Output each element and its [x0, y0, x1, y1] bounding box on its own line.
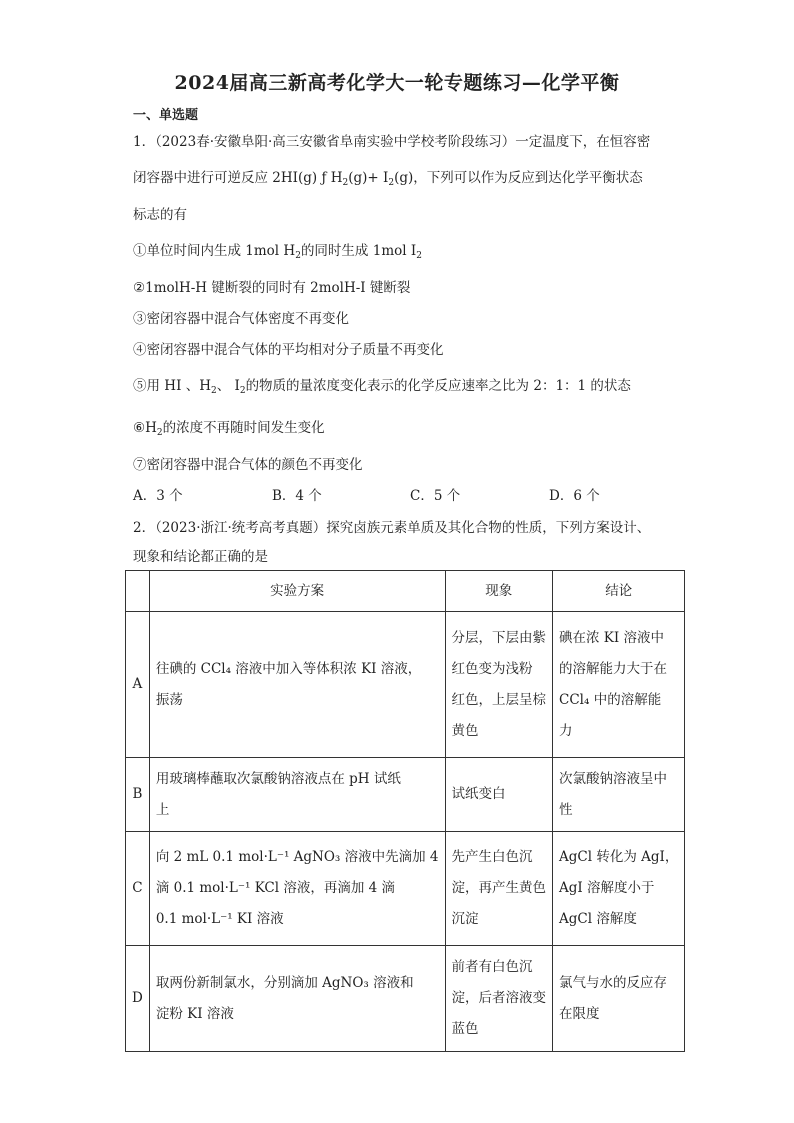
plan-cell-line: 上	[155, 801, 170, 818]
row-label: D	[126, 946, 150, 1052]
conclusion-cell-line: 的溶解能力大于在	[559, 660, 668, 677]
phenomenon-cell-line: 分层，下层由紫	[451, 629, 547, 646]
plan-cell-line: 取两份新制氯水，分别滴加 AgNO₃ 溶液和	[155, 974, 414, 991]
table-row	[126, 612, 685, 758]
plan-cell-line: 振荡	[155, 691, 183, 708]
phenomenon-cell	[445, 832, 553, 946]
phenomenon-cell	[445, 758, 553, 832]
table-row	[126, 758, 685, 832]
phenomenon-cell-line: 前者有白色沉	[451, 959, 533, 975]
conclusion-cell-line: AgCl 溶解度	[559, 911, 637, 927]
phenomenon-cell-line: 沉淀	[451, 911, 479, 927]
phenomenon-cell-line: 黄色	[451, 722, 479, 739]
conclusion-cell-line: 性	[559, 801, 573, 818]
row-label: A	[126, 612, 150, 758]
plan-cell	[149, 832, 445, 946]
phenomenon-cell	[445, 612, 553, 758]
option-a[interactable]: A．3 个	[133, 488, 183, 504]
phenomenon-cell	[445, 946, 553, 1052]
header-blank	[126, 571, 150, 612]
q1-item-1: ①单位时间内生成 1mol $H_2$的同时生成 1mol $I_2$	[133, 243, 422, 261]
phenomenon-cell-line: 蓝色	[451, 1021, 479, 1037]
conclusion-cell-line: AgCl 转化为 AgI，	[559, 849, 679, 865]
conclusion-cell-line: CCl₄ 中的溶解能	[559, 691, 662, 708]
header-conclusion: 结论	[553, 571, 685, 612]
header-plan: 实验方案	[149, 571, 445, 612]
header-phenomenon: 现象	[445, 571, 553, 612]
q1-stem-line3: 标志的有	[133, 207, 187, 223]
q1-item-7: ⑦密闭容器中混合气体的颜色不再变化	[133, 457, 363, 473]
plan-cell-line: 滴 0.1 mol·L⁻¹ KCl 溶液，再滴加 4 滴	[155, 880, 396, 896]
conclusion-cell-line: AgI 溶解度小于	[559, 880, 655, 896]
plan-cell	[149, 758, 445, 832]
plan-cell-line: 往碘的 CCl₄ 溶液中加入等体积浓 KI 溶液，	[155, 660, 422, 677]
page-title: 2024届高三新高考化学大一轮专题练习—化学平衡	[174, 72, 620, 94]
plan-cell-line: 淀粉 KI 溶液	[155, 1005, 234, 1022]
q1-item-5: ⑤用 HI 、$H_2$、 $I_2$的物质的量浓度变化表示的化学反应速率之比为 2：1：1 的状态	[133, 378, 631, 396]
phenomenon-cell-line: 淀，再产生黄色	[451, 880, 547, 896]
q2-stem-line2: 现象和结论都正确的是	[133, 549, 268, 565]
section-heading: 一、单选题	[133, 108, 199, 123]
plan-cell-line: 用玻璃棒蘸取次氯酸钠溶液点在 pH 试纸	[155, 770, 401, 787]
conclusion-cell-line: 氯气与水的反应存	[559, 974, 668, 991]
q1-stem-line2: 闭容器中进行可逆反应 2HI(g) ƒ $H_2(g)+ I_2(g)$，下列可以作为反应到达化学平衡状态	[133, 170, 643, 188]
q1-item-3: ③密闭容器中混合气体密度不再变化	[133, 311, 349, 327]
table-header-row	[126, 571, 685, 612]
option-c[interactable]: C．5 个	[410, 488, 461, 504]
table-row	[126, 832, 685, 946]
q1-stem-line1: 1．（2023春·安徽阜阳·高三安徽省阜南实验中学校考阶段练习）一定温度下，在恒容密	[133, 134, 651, 150]
conclusion-cell	[553, 946, 685, 1052]
experiment-table	[125, 570, 685, 1052]
q2-stem-line1: 2．（2023·浙江·统考高考真题）探究卤族元素单质及其化合物的性质，下列方案设计、	[133, 520, 651, 536]
option-d[interactable]: D．6 个	[549, 488, 600, 504]
q1-item-6: $⑥H_2$的浓度不再随时间发生变化	[133, 420, 325, 438]
plan-cell-line: 0.1 mol·L⁻¹ KI 溶液	[155, 911, 284, 927]
phenomenon-cell-line: 试纸变白	[451, 786, 506, 802]
plan-cell	[149, 612, 445, 758]
phenomenon-cell-line: 淀，后者溶液变	[451, 990, 547, 1006]
row-label: C	[126, 832, 150, 946]
conclusion-cell-line: 碘在浓 KI 溶液中	[559, 629, 665, 646]
plan-cell-line: 向 2 mL 0.1 mol·L⁻¹ AgNO₃ 溶液中先滴加 4	[155, 849, 439, 865]
conclusion-cell	[553, 832, 685, 946]
conclusion-cell-line: 力	[559, 722, 573, 739]
q1-item-4: ④密闭容器中混合气体的平均相对分子质量不再变化	[133, 342, 444, 358]
conclusion-cell-line: 在限度	[559, 1005, 600, 1022]
phenomenon-cell-line: 先产生白色沉	[451, 849, 533, 865]
conclusion-cell	[553, 612, 685, 758]
row-label: B	[126, 758, 150, 832]
plan-cell	[149, 946, 445, 1052]
conclusion-cell	[553, 758, 685, 832]
conclusion-cell-line: 次氯酸钠溶液呈中	[559, 770, 668, 787]
phenomenon-cell-line: 红色变为浅粉	[451, 660, 533, 677]
phenomenon-cell-line: 红色，上层呈棕	[451, 691, 547, 708]
option-b[interactable]: B．4 个	[272, 488, 322, 504]
table-row	[126, 946, 685, 1052]
q1-item-2: ②1molH-H 键断裂的同时有 2molH-I 键断裂	[133, 280, 411, 296]
